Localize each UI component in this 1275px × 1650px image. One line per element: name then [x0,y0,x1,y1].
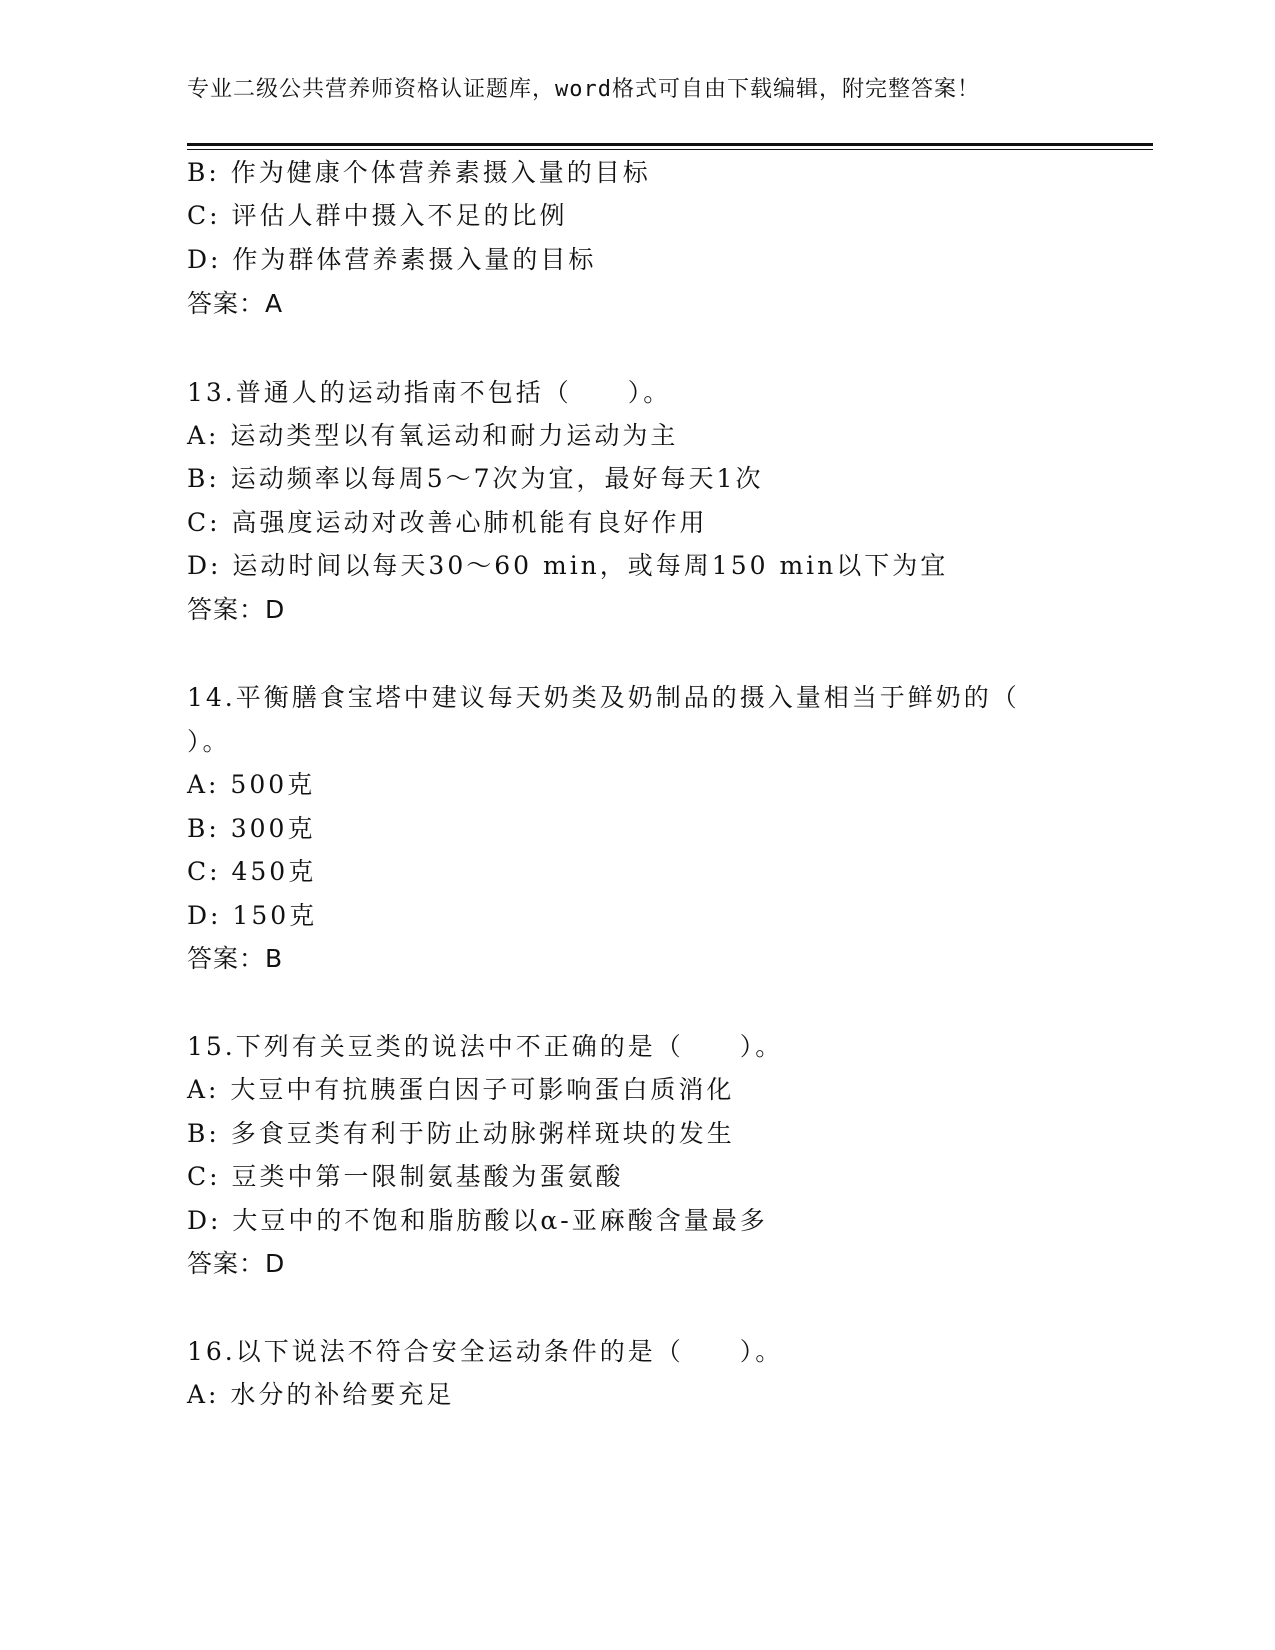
q15-option-d: D: 大豆中的不饱和脂肪酸以α-亚麻酸含量最多 [187,1206,768,1235]
q13-question: 13.普通人的运动指南不包括（ ）。 [187,378,672,407]
page-header: 专业二级公共营养师资格认证题库，word格式可自由下载编辑，附完整答案！ [187,77,980,102]
header-divider-thick [187,143,1153,146]
q16-question: 16.以下说法不符合安全运动条件的是（ ）。 [187,1337,784,1366]
q13-option-b: B: 运动频率以每周5～7次为宜，最好每天1次 [187,464,764,493]
q13-answer: 答案：D [187,595,286,624]
q15-option-b: B: 多食豆类有利于防止动脉粥样斑块的发生 [187,1119,735,1148]
q14-question: 14.平衡膳食宝塔中建议每天奶类及奶制品的摄入量相当于鲜奶的（ [187,683,1020,712]
q14-option-b: B: 300克 [187,814,316,843]
q12-answer: 答案：A [187,289,284,318]
q15-option-c: C: 豆类中第一限制氨基酸为蛋氨酸 [187,1162,624,1191]
q14-answer: 答案：B [187,944,284,973]
q14-option-a: A: 500克 [187,770,316,799]
q12-option-c: C: 评估人群中摄入不足的比例 [187,201,568,230]
q15-option-a: A: 大豆中有抗胰蛋白因子可影响蛋白质消化 [187,1075,735,1104]
q12-option-d: D: 作为群体营养素摄入量的目标 [187,245,597,274]
q14-option-d: D: 150克 [187,901,318,930]
header-divider-thin [187,149,1153,150]
q13-option-d: D: 运动时间以每天30～60 min，或每周150 min以下为宜 [187,551,949,580]
q16-option-a: A: 水分的补给要充足 [187,1380,455,1409]
q14-option-c: C: 450克 [187,857,317,886]
q13-option-a: A: 运动类型以有氧运动和耐力运动为主 [187,421,679,450]
q13-option-c: C: 高强度运动对改善心肺机能有良好作用 [187,508,708,537]
q12-option-b: B: 作为健康个体营养素摄入量的目标 [187,158,651,187]
q15-answer: 答案：D [187,1249,286,1278]
q15-question: 15.下列有关豆类的说法中不正确的是（ ）。 [187,1032,784,1061]
q14-question-cont: ）。 [187,727,231,756]
